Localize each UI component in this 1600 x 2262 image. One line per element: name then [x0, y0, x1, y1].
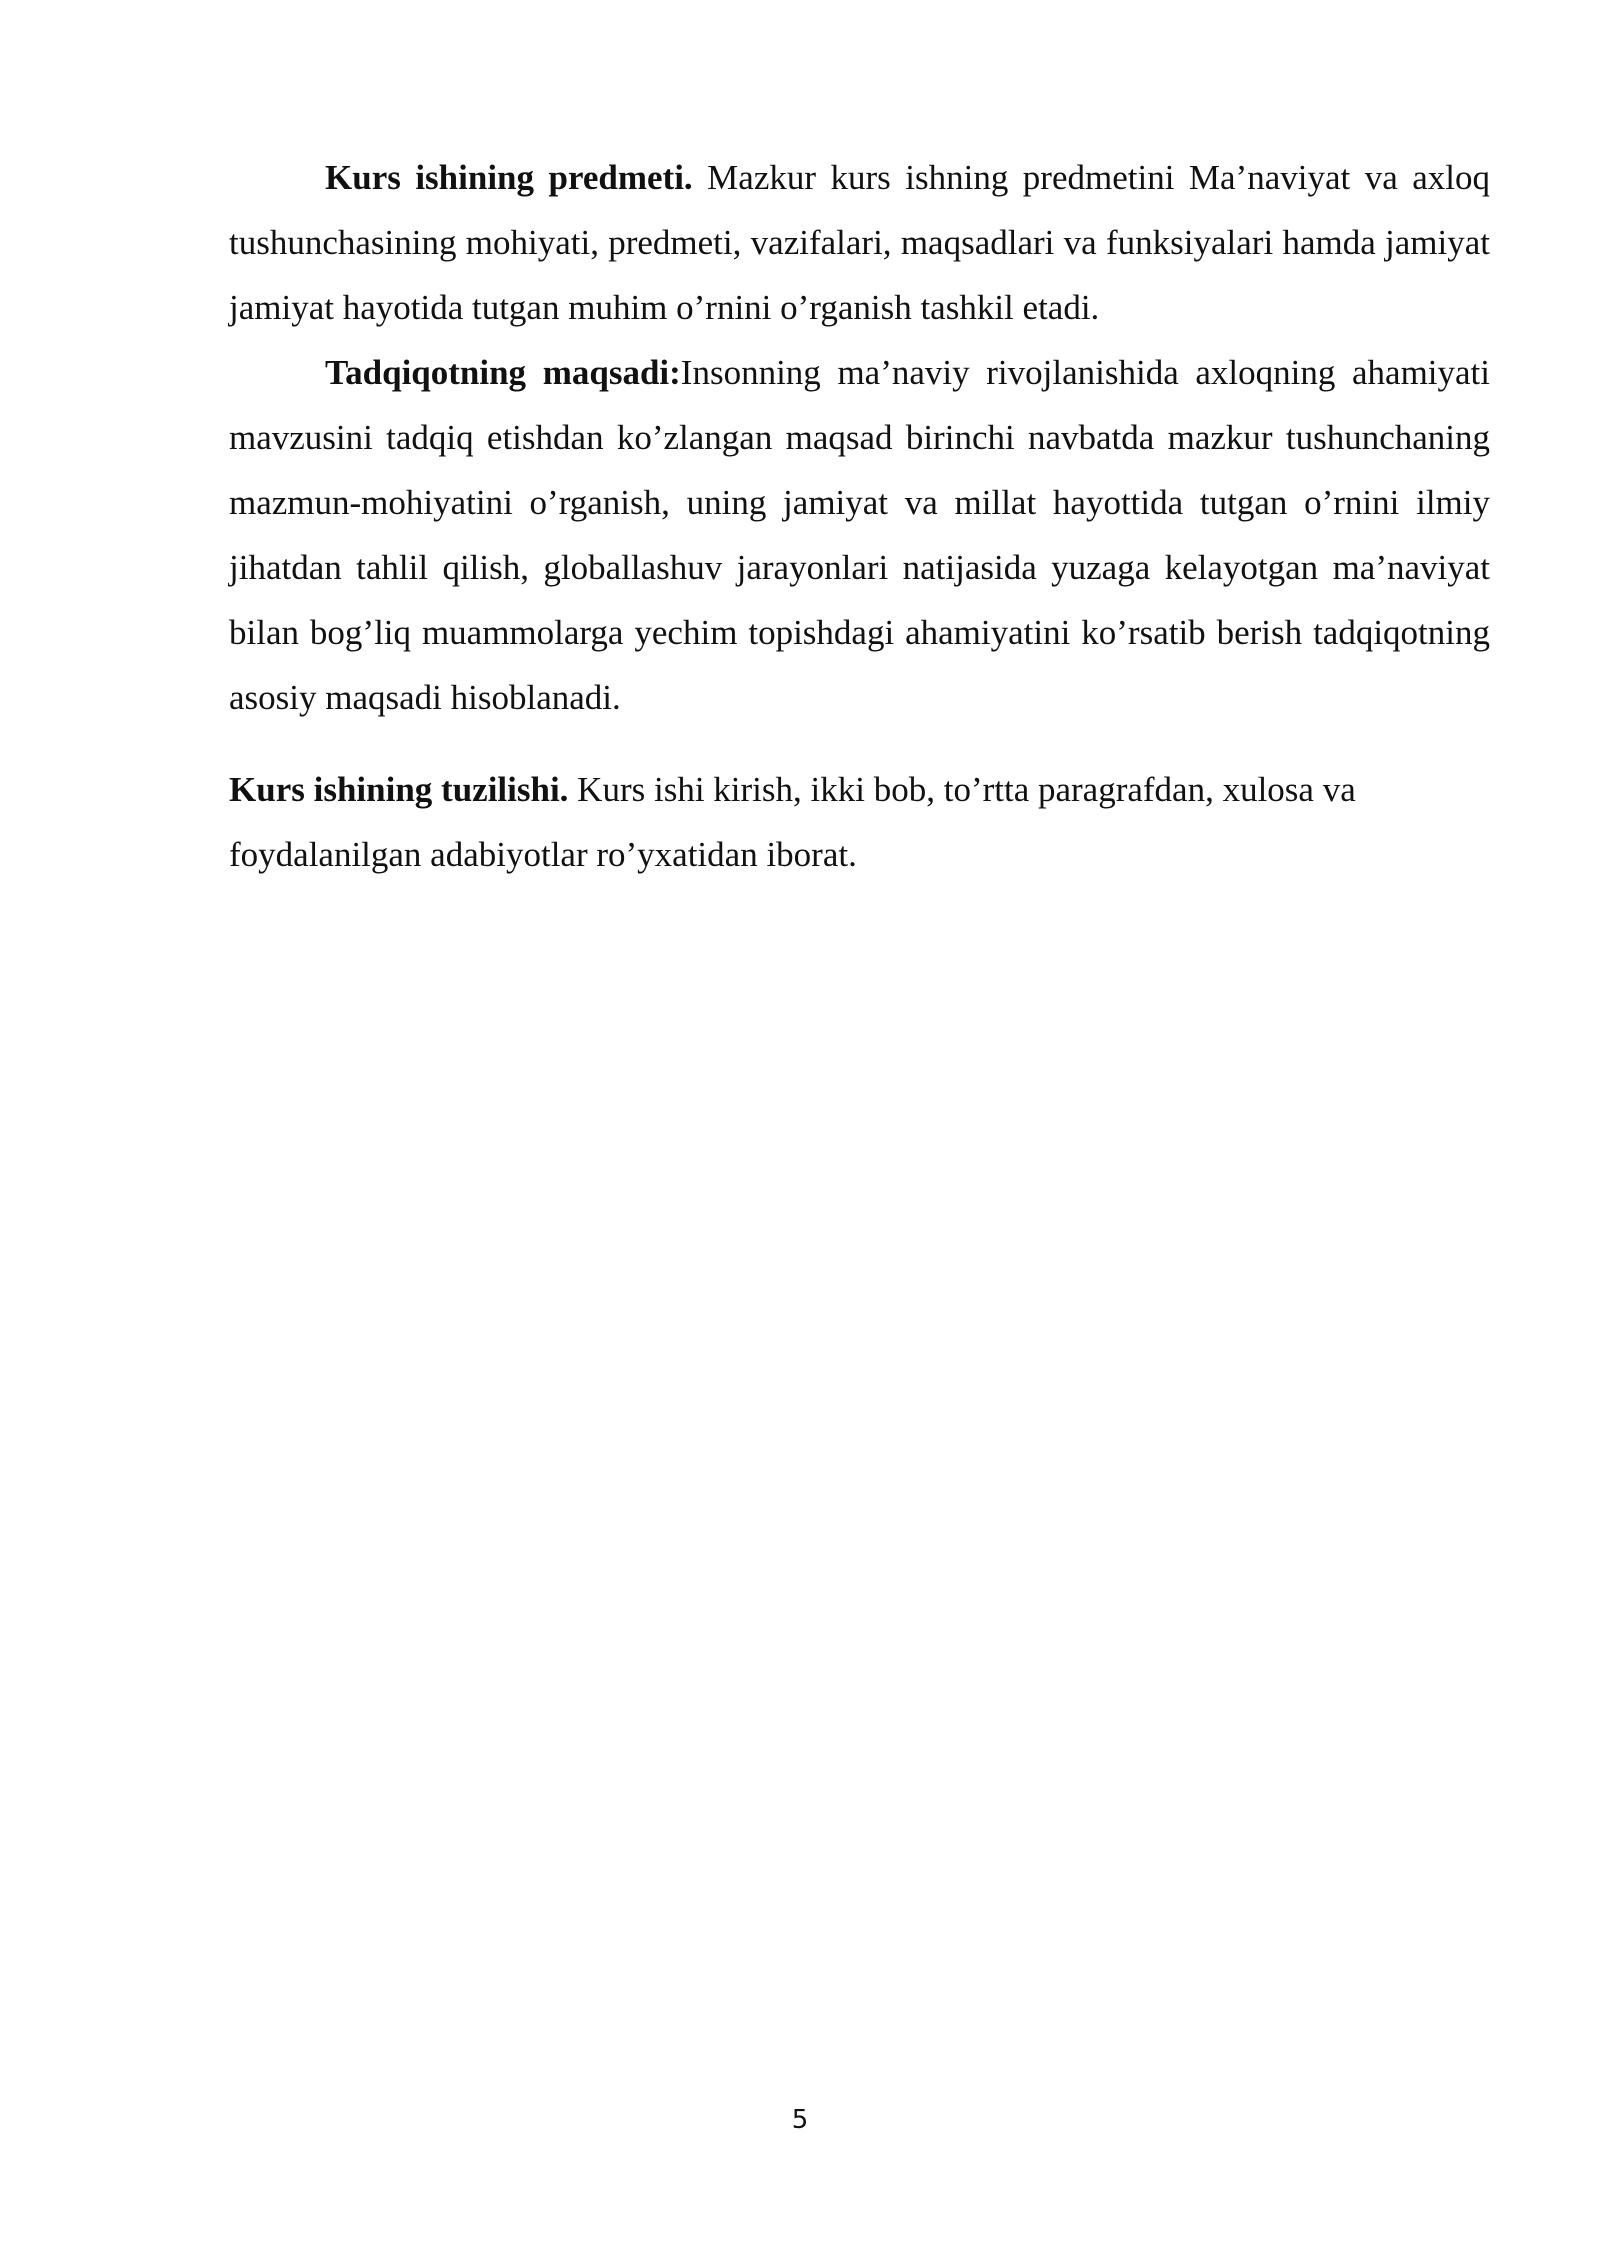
- paragraph-heading: Tadqiqotning maqsadi:: [325, 353, 681, 392]
- paragraph-heading: Kurs ishining tuzilishi.: [229, 770, 569, 809]
- document-body: [229, 145, 1490, 887]
- paragraph-text: Kurs ishi kirish, ikki bob, to’rtta paragrafdan, xulosa va foydalanilgan adabiyotlar ro’yxatidan iborat.: [229, 770, 1356, 874]
- paragraph-subject: [229, 145, 1490, 340]
- paragraph-text: Mazkur kurs ishning predmetini Ma’naviyat va axloq tushunchasining mohiyati, predmeti, vazifalari, maqsadlari va funksiyalari hamda jamiyat jamiyat hayotida tutgan muhim o’rnini o’rganish tashkil etadi.: [229, 158, 1490, 327]
- paragraph-heading: Kurs ishining predmeti.: [325, 158, 693, 197]
- page-number: 5: [791, 2105, 809, 2135]
- paragraph-structure: [229, 757, 1490, 887]
- paragraph-text: Insonning ma’naviy rivojlanishida axloqning ahamiyati mavzusini tadqiq etishdan ko’zlangan maqsad birinchi navbatda mazkur tushunchaning mazmun-mohiyatini o’rganish, uning jamiyat va millat hayottida tutgan o’rnini ilmiy jihatdan tahlil qilish, globallashuv jarayonlari natijasida yuzaga kelayotgan ma’naviyat bilan bog’liq muammolarga yechim topishdagi ahamiyatini ko’rsatib berish tadqiqotning asosiy maqsadi hisoblanadi.: [229, 353, 1490, 717]
- paragraph-goal: [229, 340, 1490, 730]
